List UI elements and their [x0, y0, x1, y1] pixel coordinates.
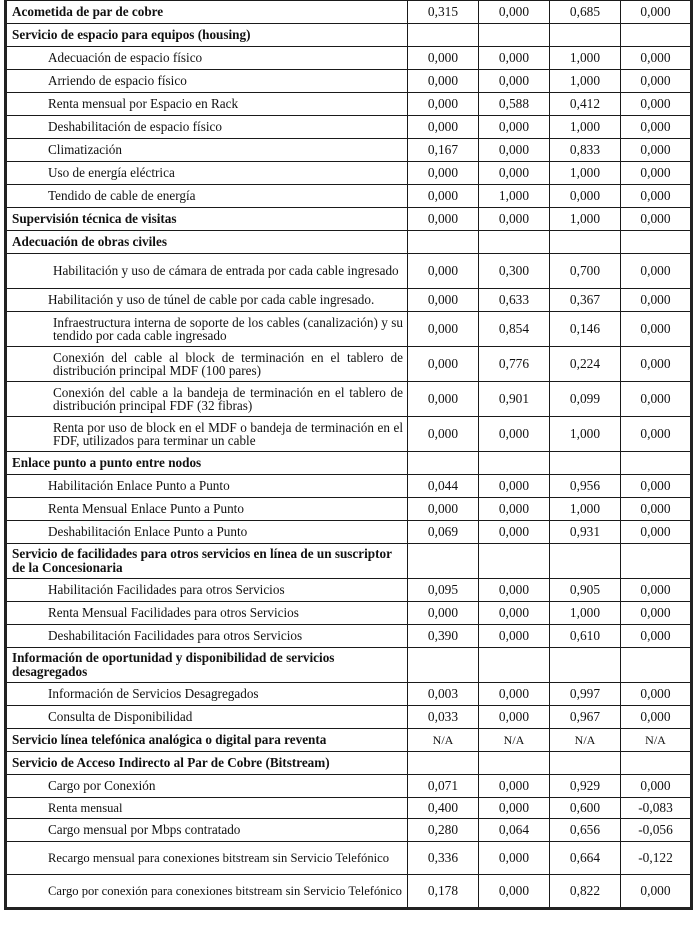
value-cell-col3: 0,000: [550, 185, 621, 208]
value-cell-col2: 0,000: [479, 875, 550, 909]
service-label: Cargo por Conexión: [6, 775, 408, 798]
value-cell-col1: [408, 231, 479, 254]
value-cell-col1: 0,000: [408, 498, 479, 521]
value-cell-col1: 0,336: [408, 842, 479, 875]
value-cell-col3: 0,610: [550, 625, 621, 648]
section-label: Servicio de Acceso Indirecto al Par de Cobre (Bitstream): [6, 752, 408, 775]
service-label: Renta mensual: [6, 798, 408, 819]
value-cell-col4: [621, 452, 692, 475]
value-cell-col2: [479, 544, 550, 579]
service-label: Renta por uso de block en el MDF o bandeja de terminación en el FDF, utilizados para terminar un cable: [6, 417, 408, 452]
section-label: Servicio de facilidades para otros servicios en línea de un suscriptor de la Concesionaria: [6, 544, 408, 579]
table-row: [6, 819, 692, 842]
value-cell-col3: 0,224: [550, 347, 621, 382]
service-label: Habilitación Enlace Punto a Punto: [6, 475, 408, 498]
value-cell-col2: 0,000: [479, 47, 550, 70]
value-cell-col1: 0,400: [408, 798, 479, 819]
value-cell-col4: N/A: [621, 729, 692, 752]
value-cell-col1: 0,095: [408, 579, 479, 602]
table-row: [6, 798, 692, 819]
service-label: Renta mensual por Espacio en Rack: [6, 93, 408, 116]
table-row: [6, 185, 692, 208]
value-cell-col3: 1,000: [550, 70, 621, 93]
table-row: [6, 289, 692, 312]
section-header-row: [6, 452, 692, 475]
value-cell-col3: 0,997: [550, 683, 621, 706]
table-row: [6, 498, 692, 521]
tariff-allocation-table: [4, 0, 693, 910]
section-label: Adecuación de obras civiles: [6, 231, 408, 254]
value-cell-col4: -0,056: [621, 819, 692, 842]
section-label: Enlace punto a punto entre nodos: [6, 452, 408, 475]
service-label: Uso de energía eléctrica: [6, 162, 408, 185]
table-row: [6, 521, 692, 544]
value-cell-col4: [621, 752, 692, 775]
service-label: Tendido de cable de energía: [6, 185, 408, 208]
value-cell-col2: 0,000: [479, 775, 550, 798]
value-cell-col4: 0,000: [621, 775, 692, 798]
value-cell-col1: 0,000: [408, 347, 479, 382]
value-cell-col3: 0,656: [550, 819, 621, 842]
service-label: Habilitación Facilidades para otros Servicios: [6, 579, 408, 602]
section-header-row: [6, 729, 692, 752]
service-label: Adecuación de espacio físico: [6, 47, 408, 70]
value-cell-col4: 0,000: [621, 683, 692, 706]
section-header-row: [6, 208, 692, 231]
value-cell-col1: 0,071: [408, 775, 479, 798]
value-cell-col2: [479, 752, 550, 775]
service-label: Cargo por conexión para conexiones bitstream sin Servicio Telefónico: [6, 875, 408, 909]
section-header-row: [6, 752, 692, 775]
value-cell-col1: [408, 544, 479, 579]
value-cell-col1: 0,390: [408, 625, 479, 648]
table-row: [6, 625, 692, 648]
table-body: [6, 1, 692, 909]
value-cell-col2: 0,000: [479, 706, 550, 729]
value-cell-col1: 0,000: [408, 93, 479, 116]
value-cell-col3: [550, 544, 621, 579]
value-cell-col1: 0,000: [408, 312, 479, 347]
service-label: Conexión del cable a la bandeja de terminación en el tablero de distribución principal FDF (32 fibras): [6, 382, 408, 417]
value-cell-col2: 0,000: [479, 116, 550, 139]
section-label: Supervisión técnica de visitas: [6, 208, 408, 231]
value-cell-col1: 0,000: [408, 254, 479, 289]
value-cell-col4: 0,000: [621, 521, 692, 544]
value-cell-col2: [479, 24, 550, 47]
value-cell-col2: 0,854: [479, 312, 550, 347]
value-cell-col3: 0,600: [550, 798, 621, 819]
table-row: [6, 47, 692, 70]
table-row: [6, 382, 692, 417]
value-cell-col4: 0,000: [621, 498, 692, 521]
value-cell-col4: 0,000: [621, 312, 692, 347]
value-cell-col4: 0,000: [621, 382, 692, 417]
table-row: [6, 706, 692, 729]
value-cell-col4: [621, 648, 692, 683]
service-label: Deshabilitación Facilidades para otros Servicios: [6, 625, 408, 648]
value-cell-col2: 0,000: [479, 70, 550, 93]
table-row: [6, 875, 692, 909]
value-cell-col4: 0,000: [621, 602, 692, 625]
value-cell-col1: 0,000: [408, 382, 479, 417]
table-row: [6, 93, 692, 116]
service-label: Cargo mensual por Mbps contratado: [6, 819, 408, 842]
value-cell-col4: 0,000: [621, 254, 692, 289]
value-cell-col3: 0,099: [550, 382, 621, 417]
value-cell-col3: 0,931: [550, 521, 621, 544]
value-cell-col3: 0,700: [550, 254, 621, 289]
value-cell-col1: 0,000: [408, 47, 479, 70]
service-label: Renta Mensual Enlace Punto a Punto: [6, 498, 408, 521]
value-cell-col2: 0,000: [479, 625, 550, 648]
value-cell-col1: [408, 752, 479, 775]
service-label: Recargo mensual para conexiones bitstream sin Servicio Telefónico: [6, 842, 408, 875]
value-cell-col4: 0,000: [621, 706, 692, 729]
value-cell-col2: 0,000: [479, 842, 550, 875]
table-row: [6, 312, 692, 347]
value-cell-col3: 1,000: [550, 208, 621, 231]
table-row: [6, 842, 692, 875]
value-cell-col3: 1,000: [550, 47, 621, 70]
value-cell-col2: 0,000: [479, 798, 550, 819]
value-cell-col3: 0,822: [550, 875, 621, 909]
value-cell-col4: 0,000: [621, 289, 692, 312]
table-row: [6, 475, 692, 498]
value-cell-col2: 0,633: [479, 289, 550, 312]
value-cell-col2: 0,000: [479, 579, 550, 602]
value-cell-col2: 1,000: [479, 185, 550, 208]
value-cell-col2: 0,000: [479, 417, 550, 452]
section-header-row: [6, 231, 692, 254]
value-cell-col2: 0,064: [479, 819, 550, 842]
value-cell-col1: 0,069: [408, 521, 479, 544]
value-cell-col2: 0,000: [479, 498, 550, 521]
table-row: [6, 417, 692, 452]
section-header-row: [6, 1, 692, 24]
value-cell-col3: N/A: [550, 729, 621, 752]
value-cell-col3: [550, 752, 621, 775]
value-cell-col2: 0,000: [479, 521, 550, 544]
value-cell-col4: 0,000: [621, 625, 692, 648]
value-cell-col4: 0,000: [621, 1, 692, 24]
value-cell-col1: 0,178: [408, 875, 479, 909]
value-cell-col3: 0,833: [550, 139, 621, 162]
value-cell-col4: -0,122: [621, 842, 692, 875]
value-cell-col2: 0,300: [479, 254, 550, 289]
value-cell-col1: [408, 24, 479, 47]
value-cell-col4: 0,000: [621, 185, 692, 208]
value-cell-col1: 0,167: [408, 139, 479, 162]
section-label: Servicio de espacio para equipos (housing): [6, 24, 408, 47]
value-cell-col4: [621, 231, 692, 254]
value-cell-col4: 0,000: [621, 162, 692, 185]
section-label: Acometida de par de cobre: [6, 1, 408, 24]
value-cell-col3: [550, 24, 621, 47]
value-cell-col1: 0,033: [408, 706, 479, 729]
value-cell-col1: 0,000: [408, 185, 479, 208]
value-cell-col4: 0,000: [621, 417, 692, 452]
value-cell-col1: [408, 648, 479, 683]
value-cell-col1: 0,280: [408, 819, 479, 842]
value-cell-col3: 1,000: [550, 116, 621, 139]
value-cell-col2: 0,000: [479, 139, 550, 162]
value-cell-col4: [621, 24, 692, 47]
value-cell-col1: 0,044: [408, 475, 479, 498]
section-header-row: [6, 24, 692, 47]
service-label: Deshabilitación de espacio físico: [6, 116, 408, 139]
value-cell-col4: 0,000: [621, 347, 692, 382]
section-header-row: [6, 544, 692, 579]
value-cell-col3: 0,956: [550, 475, 621, 498]
service-label: Conexión del cable al block de terminación en el tablero de distribución principal MDF (100 pares): [6, 347, 408, 382]
service-label: Infraestructura interna de soporte de los cables (canalización) y su tendido por cada cable ingresado: [6, 312, 408, 347]
value-cell-col1: 0,000: [408, 70, 479, 93]
table-row: [6, 139, 692, 162]
value-cell-col4: 0,000: [621, 875, 692, 909]
table-row: [6, 254, 692, 289]
section-label: Información de oportunidad y disponibilidad de servicios desagregados: [6, 648, 408, 683]
value-cell-col3: 0,905: [550, 579, 621, 602]
service-label: Deshabilitación Enlace Punto a Punto: [6, 521, 408, 544]
value-cell-col3: 1,000: [550, 602, 621, 625]
table-row: [6, 347, 692, 382]
value-cell-col1: 0,000: [408, 208, 479, 231]
value-cell-col4: 0,000: [621, 139, 692, 162]
value-cell-col2: 0,901: [479, 382, 550, 417]
value-cell-col1: 0,000: [408, 162, 479, 185]
value-cell-col4: 0,000: [621, 116, 692, 139]
value-cell-col2: 0,000: [479, 683, 550, 706]
table-row: [6, 683, 692, 706]
table-row: [6, 116, 692, 139]
service-label: Habilitación y uso de cámara de entrada por cada cable ingresado: [6, 254, 408, 289]
table-row: [6, 70, 692, 93]
value-cell-col2: 0,000: [479, 162, 550, 185]
value-cell-col4: -0,083: [621, 798, 692, 819]
value-cell-col3: 0,929: [550, 775, 621, 798]
value-cell-col4: 0,000: [621, 208, 692, 231]
value-cell-col3: 0,367: [550, 289, 621, 312]
value-cell-col3: [550, 231, 621, 254]
table-row: [6, 579, 692, 602]
value-cell-col3: 0,685: [550, 1, 621, 24]
value-cell-col4: [621, 544, 692, 579]
value-cell-col2: 0,588: [479, 93, 550, 116]
value-cell-col2: 0,000: [479, 1, 550, 24]
value-cell-col2: 0,776: [479, 347, 550, 382]
value-cell-col1: 0,000: [408, 417, 479, 452]
value-cell-col3: 0,146: [550, 312, 621, 347]
value-cell-col3: 1,000: [550, 162, 621, 185]
value-cell-col1: 0,003: [408, 683, 479, 706]
value-cell-col1: 0,000: [408, 602, 479, 625]
value-cell-col3: 1,000: [550, 498, 621, 521]
service-label: Renta Mensual Facilidades para otros Servicios: [6, 602, 408, 625]
service-label: Climatización: [6, 139, 408, 162]
value-cell-col3: [550, 452, 621, 475]
service-label: Consulta de Disponibilidad: [6, 706, 408, 729]
service-label: Información de Servicios Desagregados: [6, 683, 408, 706]
value-cell-col3: [550, 648, 621, 683]
value-cell-col4: 0,000: [621, 70, 692, 93]
service-label: Arriendo de espacio físico: [6, 70, 408, 93]
value-cell-col4: 0,000: [621, 47, 692, 70]
value-cell-col2: N/A: [479, 729, 550, 752]
value-cell-col2: 0,000: [479, 602, 550, 625]
value-cell-col1: 0,000: [408, 116, 479, 139]
value-cell-col2: [479, 231, 550, 254]
value-cell-col3: 0,664: [550, 842, 621, 875]
service-label: Habilitación y uso de túnel de cable por cada cable ingresado.: [6, 289, 408, 312]
value-cell-col4: 0,000: [621, 579, 692, 602]
section-header-row: [6, 648, 692, 683]
value-cell-col1: [408, 452, 479, 475]
value-cell-col4: 0,000: [621, 93, 692, 116]
value-cell-col2: 0,000: [479, 208, 550, 231]
table-row: [6, 162, 692, 185]
table-row: [6, 775, 692, 798]
value-cell-col2: 0,000: [479, 475, 550, 498]
value-cell-col1: 0,000: [408, 289, 479, 312]
value-cell-col1: 0,315: [408, 1, 479, 24]
value-cell-col3: 1,000: [550, 417, 621, 452]
value-cell-col1: N/A: [408, 729, 479, 752]
value-cell-col2: [479, 648, 550, 683]
tariff-table-page: [4, 0, 692, 910]
value-cell-col4: 0,000: [621, 475, 692, 498]
value-cell-col3: 0,967: [550, 706, 621, 729]
table-row: [6, 602, 692, 625]
section-label: Servicio línea telefónica analógica o digital para reventa: [6, 729, 408, 752]
value-cell-col2: [479, 452, 550, 475]
value-cell-col3: 0,412: [550, 93, 621, 116]
